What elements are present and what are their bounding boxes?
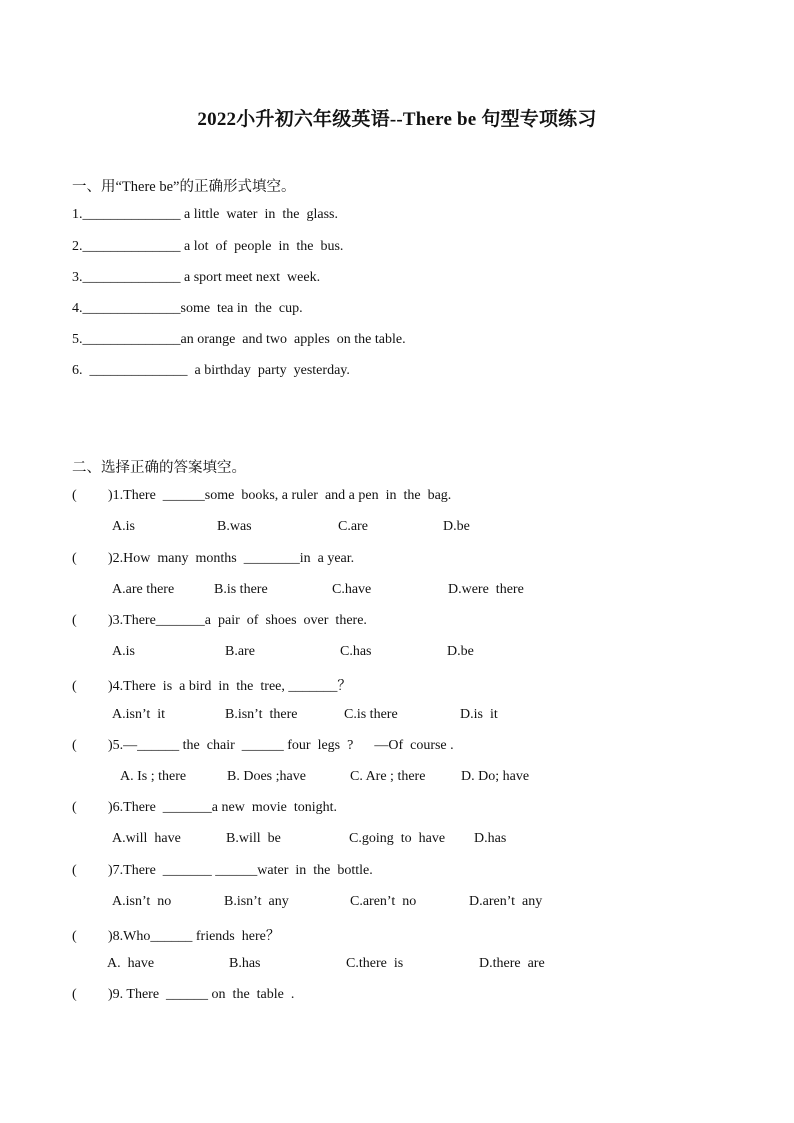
answer-paren: ( [72,679,77,694]
option-b: B. Does ;have [227,769,306,784]
option-b: B.are [225,644,255,659]
option-d: D.aren’t any [469,894,543,909]
option-a: A.are there [112,582,175,597]
option-b: B.will be [226,831,281,846]
option-c: C.going to have [349,831,446,846]
section2-heading: 二、选择正确的答案填空。 [72,460,246,476]
option-c: C.aren’t no [350,894,417,909]
question-text: )7.There _______ ______water in the bottle. [108,863,373,878]
option-c: C. Are ; there [350,769,426,784]
option-b: B.isn’t there [225,707,298,722]
answer-paren: ( [72,929,77,944]
option-b: B.isn’t any [224,894,289,909]
answer-paren: ( [72,551,77,566]
question-text: )9. There ______ on the table . [108,987,295,1002]
question-row [72,613,367,629]
answer-paren: ( [72,738,77,753]
question-text: )2.How many months ________in a year. [108,551,355,566]
question-row [72,488,451,504]
option-b: B.is there [214,582,268,597]
answer-paren: ( [72,987,77,1002]
question-text: )1.There ______some books, a ruler and a pen in the bag. [108,488,452,503]
option-d: D.is it [460,707,498,722]
question-row [72,987,294,1003]
option-a: A.is [112,644,135,659]
answer-paren: ( [72,488,77,503]
question-row [72,800,337,816]
fill-item: 6. ______________ a birthday party yesterday. [72,363,350,378]
question-text: )3.There_______a pair of shoes over there. [108,613,367,628]
section1-heading: 一、用“There be”的正确形式填空。 [72,179,296,195]
fill-item: 2.______________ a lot of people in the bus. [72,239,344,254]
question-row [72,551,354,567]
fill-item: 1.______________ a little water in the glass. [72,207,338,222]
option-d: D.were there [448,582,524,597]
option-c: C.there is [346,956,404,971]
question-text: )5.—______ the chair ______ four legs ? —Of course . [108,738,454,753]
question-row [72,863,373,879]
question-row [72,925,280,945]
option-c: C.has [340,644,372,659]
question-text: )8.Who______ friends here？ [108,929,280,944]
question-row [72,675,351,695]
option-d: D.be [443,519,470,534]
answer-paren: ( [72,863,77,878]
answer-paren: ( [72,800,77,815]
option-c: C.is there [344,707,398,722]
option-d: D.there are [479,956,545,971]
question-text: )4.There is a bird in the tree, _______？ [108,679,352,694]
fill-item: 5.______________an orange and two apples on the table. [72,332,406,347]
option-a: A.will have [112,831,181,846]
option-c: C.have [332,582,372,597]
option-a: A. Is ; there [120,769,187,784]
option-a: A. have [107,956,155,971]
question-row [72,738,454,754]
option-a: A.is [112,519,135,534]
answer-paren: ( [72,613,77,628]
option-b: B.has [229,956,261,971]
option-d: D.be [447,644,474,659]
option-d: D.has [474,831,507,846]
option-d: D. Do; have [461,769,530,784]
option-b: B.was [217,519,252,534]
fill-item: 3.______________ a sport meet next week. [72,270,321,285]
question-text: )6.There _______a new movie tonight. [108,800,338,815]
page-title: 2022小升初六年级英语--There be 句型专项练习 [197,109,597,130]
option-c: C.are [338,519,368,534]
option-a: A.isn’t no [112,894,172,909]
fill-item: 4.______________some tea in the cup. [72,301,303,316]
option-a: A.isn’t it [112,707,166,722]
